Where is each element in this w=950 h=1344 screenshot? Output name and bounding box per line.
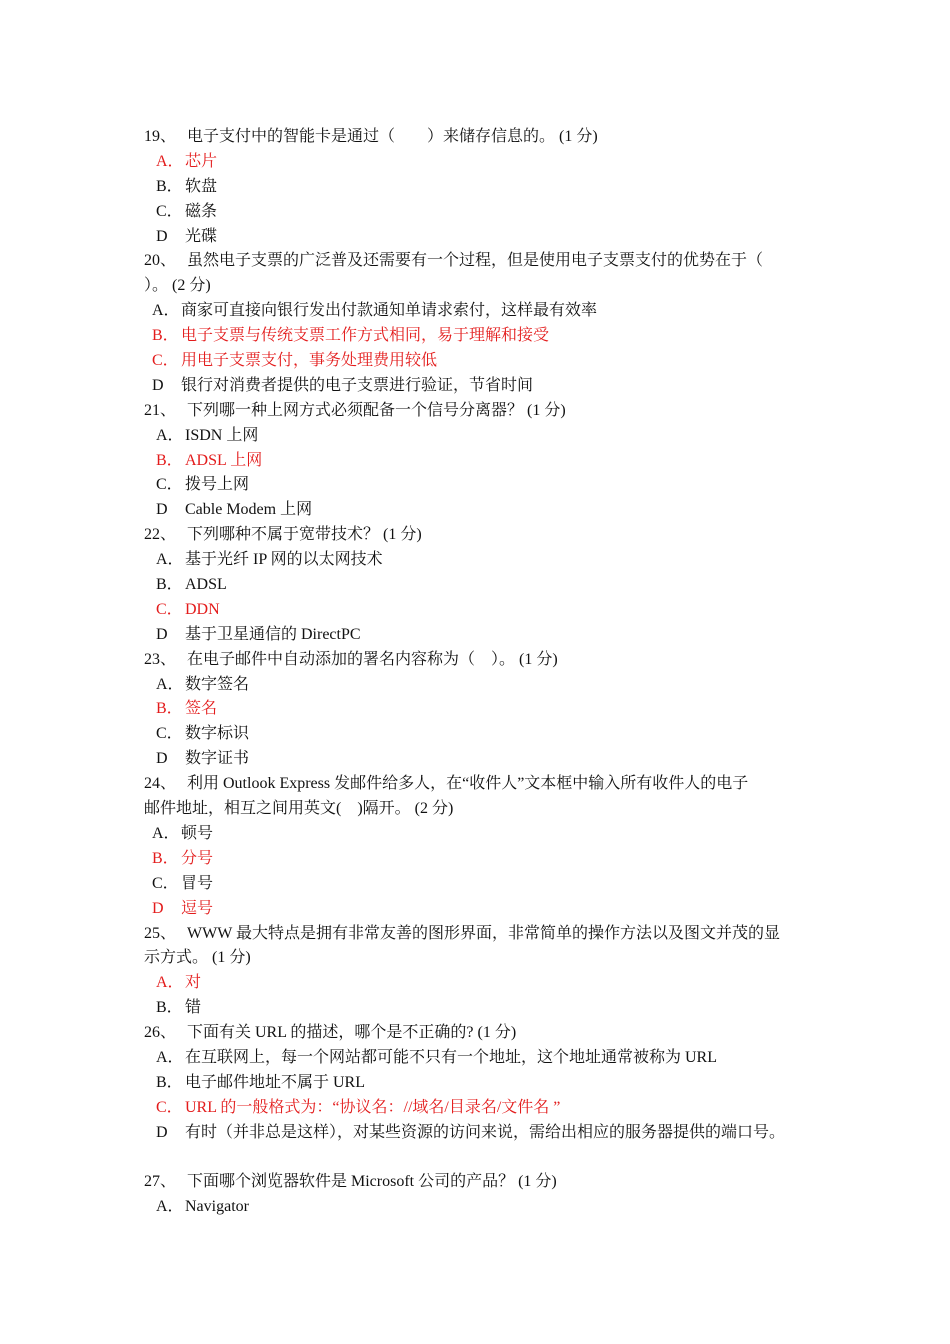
question-line xyxy=(0,125,950,150)
question-number: 24、 xyxy=(144,775,177,793)
option-label: B． xyxy=(152,849,179,867)
question-continuation xyxy=(0,274,950,299)
option-label: B． xyxy=(156,177,183,195)
option-text: URL 的一般格式为：“协议名：//域名/目录名/文件名 ” xyxy=(185,1098,561,1116)
option xyxy=(0,623,950,648)
option-text: 电子支票与传统支票工作方式相同，易于理解和接受 xyxy=(181,327,550,345)
question-text: 下列哪一种上网方式必须配备一个信号分离器？ (1 分) xyxy=(187,401,566,419)
option-label: D xyxy=(156,750,168,768)
question-text-continued: 邮件地址，相互之间用英文( )隔开。 (2 分) xyxy=(144,800,454,818)
option-text: DDN xyxy=(185,600,220,618)
option-text: ISDN 上网 xyxy=(185,426,259,444)
option-text: 有时（并非总是这样），对某些资源的访问来说，需给出相应的服务器提供的端口号。 xyxy=(185,1123,786,1141)
option-correct xyxy=(0,847,950,872)
option-text: 商家可直接向银行发出付款通知单请求索付，这样最有效率 xyxy=(181,302,598,320)
option-correct xyxy=(0,897,950,922)
option xyxy=(0,473,950,498)
option-text: 对 xyxy=(185,974,202,992)
question-line xyxy=(0,249,950,274)
option-text: 芯片 xyxy=(185,152,218,170)
option xyxy=(0,1046,950,1071)
option xyxy=(0,424,950,449)
option xyxy=(0,200,950,225)
option-text: 签名 xyxy=(185,700,218,718)
option-label: A． xyxy=(156,675,184,693)
question-line xyxy=(0,648,950,673)
question-line xyxy=(0,922,950,947)
option-text: 错 xyxy=(185,999,202,1017)
option-correct xyxy=(0,449,950,474)
option-text: Cable Modem 上网 xyxy=(185,501,313,519)
option-text: 基于光纤 IP 网的以太网技术 xyxy=(185,551,383,569)
question-text: 在电子邮件中自动添加的署名内容称为（ ）。 (1 分) xyxy=(187,650,558,668)
option-correct xyxy=(0,150,950,175)
option-text: 逗号 xyxy=(181,899,214,917)
option-correct xyxy=(0,1096,950,1121)
option-label: A． xyxy=(156,974,184,992)
option-text: ADSL 上网 xyxy=(185,451,263,469)
question-continuation xyxy=(0,797,950,822)
option-text: 冒号 xyxy=(181,874,214,892)
option-label: C． xyxy=(156,600,183,618)
option-label: B． xyxy=(156,700,183,718)
option-label: C． xyxy=(152,352,179,370)
option-text: 软盘 xyxy=(185,177,218,195)
option-label: B． xyxy=(156,999,183,1017)
option-label: C． xyxy=(152,874,179,892)
option xyxy=(0,573,950,598)
option xyxy=(0,747,950,772)
question-number: 20、 xyxy=(144,252,177,270)
option-label: A． xyxy=(152,824,180,842)
option-text: 分号 xyxy=(181,849,214,867)
option-label: C． xyxy=(156,1098,183,1116)
option-label: A． xyxy=(156,426,184,444)
question-text: 利用 Outlook Express 发邮件给多人，在“收件人”文本框中输入所有收件人的电子 xyxy=(187,775,749,793)
option-text: 磁条 xyxy=(185,202,218,220)
option-label: A． xyxy=(152,302,180,320)
option-label: C． xyxy=(156,725,183,743)
option-text: 光碟 xyxy=(185,227,218,245)
exam-document xyxy=(0,125,950,1220)
option-label: A． xyxy=(156,152,184,170)
question-number: 22、 xyxy=(144,526,177,544)
option xyxy=(0,1121,950,1146)
question-text: 下面有关 URL 的描述，哪个是不正确的? (1 分) xyxy=(187,1024,517,1042)
option xyxy=(0,225,950,250)
option-label: D xyxy=(152,899,164,917)
option-text: 用电子支票支付，事务处理费用较低 xyxy=(181,352,438,370)
option-label: D xyxy=(152,376,164,394)
question-line xyxy=(0,1170,950,1195)
option-label: D xyxy=(156,1123,168,1141)
question-text-continued: 示方式。 (1 分) xyxy=(144,949,251,967)
question-number: 23、 xyxy=(144,650,177,668)
question-number: 21、 xyxy=(144,401,177,419)
option xyxy=(0,996,950,1021)
option-text: 在互联网上，每一个网站都可能不只有一个地址，这个地址通常被称为 URL xyxy=(185,1048,718,1066)
question-number: 26、 xyxy=(144,1024,177,1042)
option-text: 数字签名 xyxy=(185,675,250,693)
question-continuation xyxy=(0,946,950,971)
question-text-continued: ）。 (2 分) xyxy=(144,277,211,295)
option-text: 顿号 xyxy=(181,824,214,842)
option-text: 电子邮件地址不属于 URL xyxy=(185,1073,366,1091)
option-text: 基于卫星通信的 DirectPC xyxy=(185,625,361,643)
option-text: 数字证书 xyxy=(185,750,250,768)
option-label: C． xyxy=(156,202,183,220)
question-text: 电子支付中的智能卡是通过（ ）来储存信息的。 (1 分) xyxy=(187,128,598,145)
option-correct xyxy=(0,349,950,374)
option xyxy=(0,1195,950,1220)
option xyxy=(0,299,950,324)
question-line xyxy=(0,399,950,424)
option-label: B． xyxy=(156,1073,183,1091)
option xyxy=(0,872,950,897)
option-text: 银行对消费者提供的电子支票进行验证，节省时间 xyxy=(181,376,534,394)
question-line xyxy=(0,1021,950,1046)
option-label: B． xyxy=(152,327,179,345)
question-text: 下列哪种不属于宽带技术？ (1 分) xyxy=(187,526,422,544)
option-label: B． xyxy=(156,576,183,594)
option-text: 拨号上网 xyxy=(185,476,250,494)
option xyxy=(0,673,950,698)
question-text: WWW 最大特点是拥有非常友善的图形界面，非常简单的操作方法以及图文并茂的显 xyxy=(187,924,781,942)
option-text: Navigator xyxy=(185,1198,249,1216)
option xyxy=(0,722,950,747)
option-text: ADSL xyxy=(185,576,227,594)
option-label: C． xyxy=(156,476,183,494)
option-label: A． xyxy=(156,1048,184,1066)
question-line xyxy=(0,772,950,797)
question-number: 25、 xyxy=(144,924,177,942)
option-label: D xyxy=(156,227,168,245)
option-label: A． xyxy=(156,1198,184,1216)
option-correct xyxy=(0,697,950,722)
option xyxy=(0,548,950,573)
option xyxy=(0,1071,950,1096)
question-number: 27、 xyxy=(144,1173,177,1191)
question-text: 下面哪个浏览器软件是 Microsoft 公司的产品？ (1 分) xyxy=(187,1173,557,1191)
option xyxy=(0,374,950,399)
option-label: B． xyxy=(156,451,183,469)
option-text: 数字标识 xyxy=(185,725,250,743)
option-correct xyxy=(0,324,950,349)
question-number: 19、 xyxy=(144,128,177,145)
question-text: 虽然电子支票的广泛普及还需要有一个过程，但是使用电子支票支付的优势在于（ xyxy=(187,252,764,270)
option xyxy=(0,175,950,200)
option-correct xyxy=(0,971,950,996)
option-label: D xyxy=(156,501,168,519)
option xyxy=(0,822,950,847)
option-label: A． xyxy=(156,551,184,569)
option-label: D xyxy=(156,625,168,643)
question-line xyxy=(0,523,950,548)
option-correct xyxy=(0,598,950,623)
blank-line xyxy=(0,1146,950,1171)
option xyxy=(0,498,950,523)
